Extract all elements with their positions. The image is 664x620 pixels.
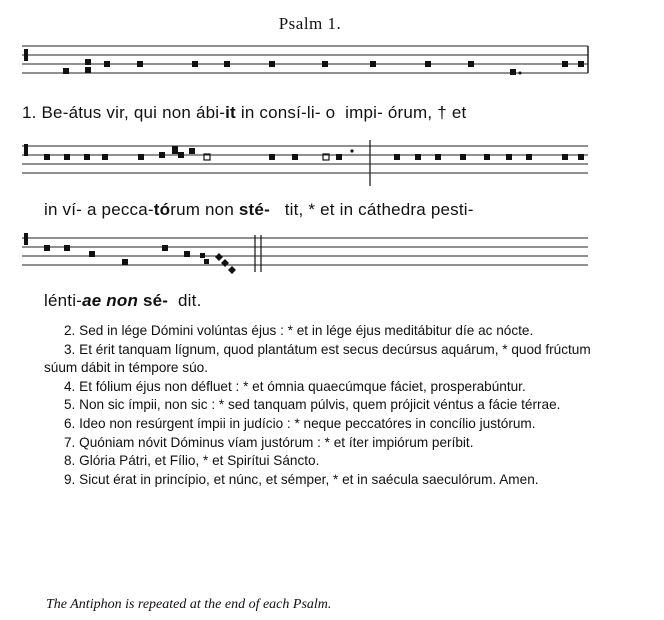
lyric-segment: in ví- a pecca- (44, 200, 154, 219)
psalm-verse (44, 322, 604, 341)
verse-number-1: 1. (22, 103, 37, 122)
verse-number: 7. (64, 434, 76, 450)
lyric-segment: dit. (168, 291, 202, 310)
lyric-segment: rum non (170, 200, 239, 219)
staff-1-notes (24, 49, 584, 75)
lyric-line-3 (44, 291, 202, 311)
lyric-line-2 (44, 200, 474, 220)
clef (24, 49, 28, 61)
verse-text: Non sic ímpii, non sic : * sed tanquam púlvis, quem prójicit véntus a fácie térrae. (79, 397, 561, 413)
psalm-verse (44, 434, 604, 453)
verse-number: 8. (64, 453, 76, 469)
lyric-accent: it (225, 103, 236, 122)
clef (24, 144, 28, 156)
lyric-segment: Be-átus vir, qui non ábi- (41, 103, 226, 122)
lyric-line-1 (22, 103, 466, 123)
lyric-segment: lénti- (44, 291, 83, 310)
lyric-accent: sé- (143, 291, 169, 310)
lyric-accent: tó (153, 200, 171, 219)
verse-number: 2. (64, 323, 76, 338)
psalm-verse (44, 452, 604, 471)
verse-text: Sicut érat in princípio, et núnc, et sémper, * et in saécula saeculórum. Amen. (79, 471, 539, 487)
psalm-verses (44, 322, 604, 489)
lyric-emphasis: ae non (82, 291, 139, 310)
music-staff-3 (22, 232, 592, 287)
verse-number: 5. (64, 397, 76, 413)
verse-number: 4. (64, 378, 76, 394)
verse-text: Et fólium éjus non défluet : * et ómnia quaecúmque fáciet, prosperabúntur. (79, 378, 526, 394)
staff-3-notes (24, 233, 236, 274)
rubric-note: The Antiphon is repeated at the end of each Psalm. (46, 597, 332, 612)
psalm-verse (44, 396, 604, 415)
psalm-verse (44, 471, 604, 490)
verse-text: Sed in lége Dómini volúntas éjus : * et in lége éjus meditábitur díe ac nócte. (79, 323, 534, 338)
lyric-accent: sté- (238, 200, 270, 219)
psalm-verse (44, 341, 604, 378)
page-title: Psalm 1. (278, 14, 342, 33)
verse-text: Glória Pátri, et Fílio, * et Spirítui Sáncto. (79, 453, 320, 469)
verse-number: 6. (64, 415, 76, 431)
lyric-segment: in consí-li- o impi- órum, † et (235, 103, 467, 122)
verse-number: 9. (64, 471, 76, 487)
music-staff-1 (22, 40, 592, 86)
lyric-segment: tit, * et in cáthedra pesti- (269, 200, 474, 219)
verse-text: Quóniam nóvit Dóminus víam justórum : * et íter impiórum períbit. (79, 434, 474, 450)
psalm-verse (44, 378, 604, 397)
verse-number: 3. (64, 341, 76, 357)
psalm-verse (44, 415, 604, 434)
music-staff-2 (22, 140, 592, 190)
verse-text: Et érit tanquam lígnum, quod plantátum est secus decúrsus aquárum, * quod frúctum súum dábit in témpore súo. (44, 341, 591, 376)
clef (24, 233, 28, 245)
verse-text: Ideo non resúrgent ímpii in judício : * neque peccatóres in concílio justórum. (79, 415, 536, 431)
